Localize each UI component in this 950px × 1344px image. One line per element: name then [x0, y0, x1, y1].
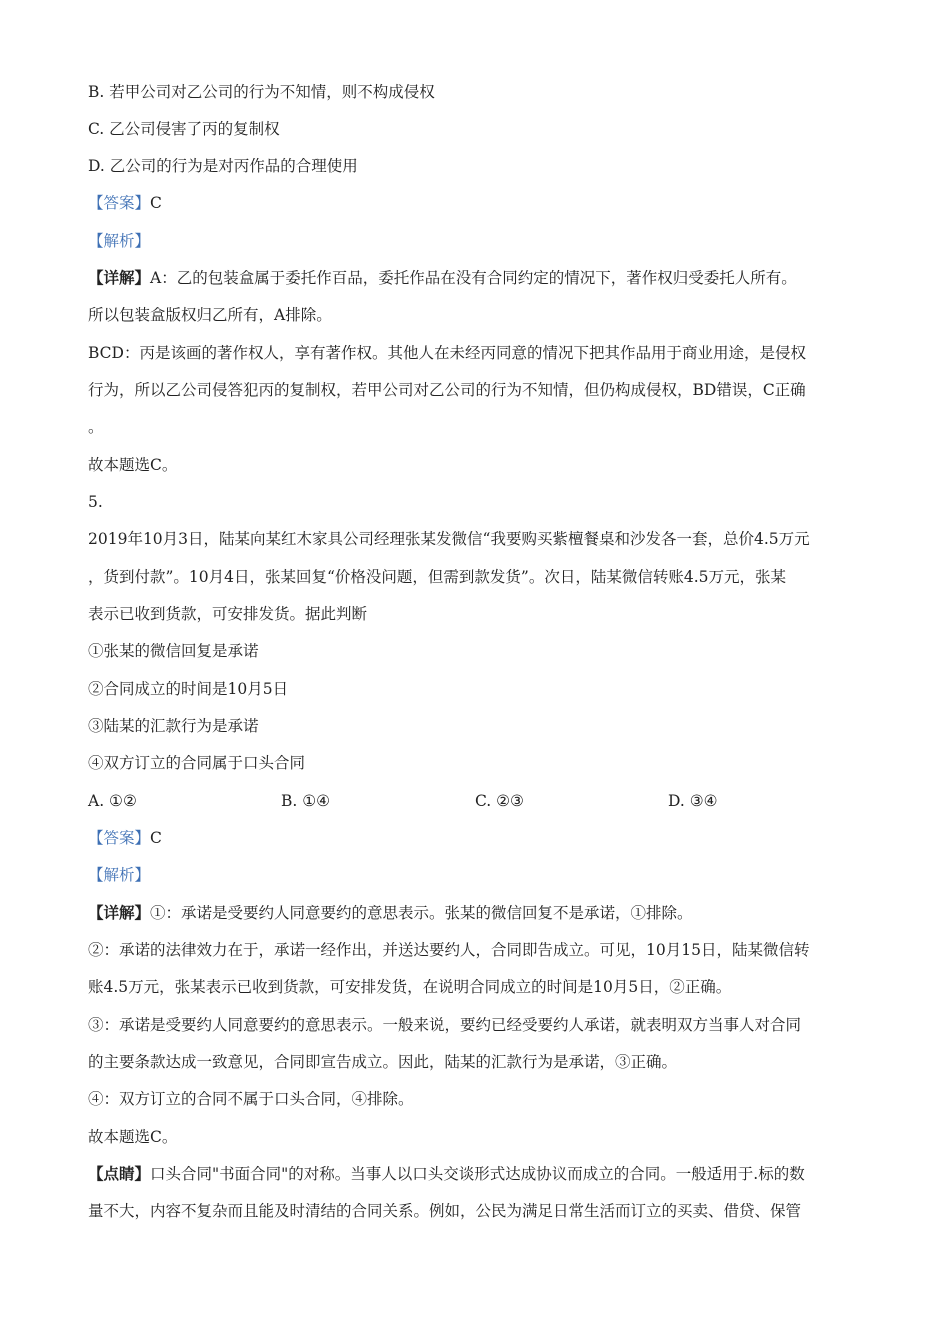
detail-text: ④：双方订立的合同不属于口头合同，④排除。: [88, 1090, 414, 1108]
detail-line: [88, 903, 870, 923]
tip-line: [88, 1164, 870, 1184]
detail-text: ②：承诺的法律效力在于，承诺一经作出，并送达要约人，合同即告成立。可见，10月15日，陆某微信转: [88, 941, 810, 959]
answer-line: [88, 828, 870, 848]
option-b: B. 若甲公司对乙公司的行为不知情，则不构成侵权: [88, 83, 435, 101]
question-stem: 2019年10月3日，陆某向某红木家具公司经理张某发微信“我要购买紫檀餐桌和沙发各一套，总价4.5万元: [88, 530, 810, 548]
answer-line: [88, 193, 870, 213]
detail-text: 的主要条款达成一致意见，合同即宣告成立。因此，陆某的汇款行为是承诺，③正确。: [88, 1053, 678, 1071]
option-a: A. ①②: [88, 792, 137, 810]
answer-value: C: [150, 829, 162, 847]
option-d: D. 乙公司的行为是对丙作品的合理使用: [88, 157, 358, 175]
statement-4: ④双方订立的合同属于口头合同: [88, 754, 306, 772]
statement-2: ②合同成立的时间是10月5日: [88, 680, 289, 698]
detail-label: 【详解】: [88, 268, 151, 287]
detail-text: 行为，所以乙公司侵答犯丙的复制权，若甲公司对乙公司的行为不知情，但仍构成侵权，BD错误，C正确: [88, 381, 806, 399]
option-b: B. ①④: [281, 792, 331, 810]
conclusion: 故本题选C。: [88, 456, 178, 474]
question-number: 5.: [88, 493, 103, 511]
option-c: C. ②③: [475, 792, 524, 810]
tip-text: 量不大，内容不复杂而且能及时清结的合同关系。例如，公民为满足日常生活而订立的买卖、借贷、保管: [88, 1202, 802, 1220]
question-stem: ，货到付款”。10月4日，张某回复“价格没问题，但需到款发货”。次日，陆某微信转账4.5万元，张某: [88, 568, 787, 586]
answer-label: 【答案】: [88, 194, 151, 212]
statement-3: ③陆某的汇款行为是承诺: [88, 717, 259, 735]
detail-text: ①：承诺是受要约人同意要约的意思表示。张某的微信回复不是承诺，①排除。: [150, 904, 693, 922]
analysis-label: 【解析】: [88, 232, 151, 250]
statement-1: ①张某的微信回复是承诺: [88, 642, 259, 660]
tip-label: 【点睛】: [88, 1164, 151, 1183]
conclusion: 故本题选C。: [88, 1128, 178, 1146]
detail-text: ③：承诺是受要约人同意要约的意思表示。一般来说，要约已经受要约人承诺，就表明双方当事人对合同: [88, 1016, 802, 1034]
answer-value: C: [150, 194, 162, 212]
question-stem: 表示已收到货款，可安排发货。据此判断: [88, 605, 368, 623]
analysis-label: 【解析】: [88, 866, 151, 884]
detail-line: [88, 268, 870, 288]
tip-text: 口头合同"书面合同"的对称。当事人以口头交谈形式达成协议而成立的合同。一般适用于.标的数: [150, 1165, 805, 1183]
option-d: D. ③④: [668, 792, 718, 810]
detail-text: 账4.5万元，张某表示已收到货款，可安排发货，在说明合同成立的时间是10月5日，②正确。: [88, 978, 732, 996]
option-c: C. 乙公司侵害了丙的复制权: [88, 120, 280, 138]
detail-text: A：乙的包装盒属于委托作百品，委托作品在没有合同约定的情况下，著作权归受委托人所有。: [150, 269, 797, 287]
detail-text: BCD：丙是该画的著作权人，享有著作权。其他人在未经丙同意的情况下把其作品用于商业用途，是侵权: [88, 344, 806, 362]
answer-label: 【答案】: [88, 829, 151, 847]
detail-text: 。: [88, 418, 104, 436]
detail-label: 【详解】: [88, 903, 151, 922]
detail-text: 所以包装盒版权归乙所有，A排除。: [88, 306, 332, 324]
